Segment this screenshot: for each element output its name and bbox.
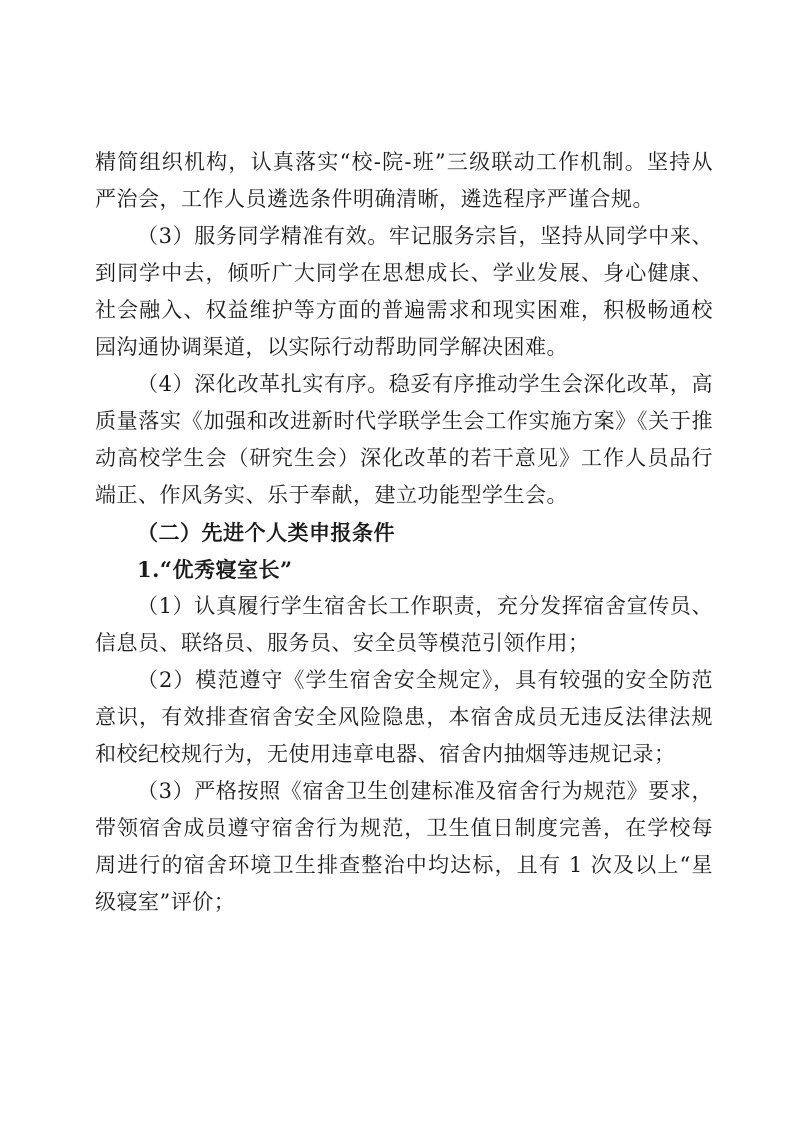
subsection-heading-excellent-dorm-leader: 1.“优秀寝室长”: [137, 557, 293, 582]
paragraph-item-4-reform: （4）深化改革扎实有序。稳妥有序推动学生会深化改革，高质量落实《加强和改进新时代学联学生会工作实施方案》《关于推动高校学生会（研究生会）深化改革的若干意见》工作人员品行端正、作风务实、乐于奉献，建立功能型学生会。: [95, 372, 713, 507]
paragraph-condition-2: （2）模范遵守《学生宿舍安全规定》，具有较强的安全防范意识，有效排查宿舍安全风险隐患，本宿舍成员无违反法律法规和校纪校规行为，无使用违章电器、宿舍内抽烟等违规记录；: [95, 668, 713, 766]
section-heading-advanced-individual: （二）先进个人类申报条件: [137, 520, 395, 545]
paragraph-condition-1: （1）认真履行学生宿舍长工作职责，充分发挥宿舍宣传员、信息员、联络员、服务员、安全员等模范引领作用；: [95, 594, 713, 655]
paragraph-continuation: 精简组织机构，认真落实“校-院-班”三级联动工作机制。坚持从严治会，工作人员遴选条件明确清晰，遴选程序严谨合规。: [95, 150, 713, 211]
paragraph-condition-3: （3）严格按照《宿舍卫生创建标准及宿舍行为规范》要求，带领宿舍成员遵守宿舍行为规范，卫生值日制度完善，在学校每周进行的宿舍环境卫生排查整治中均达标，且有 1 次及以上“星级寝室”评价；: [95, 779, 713, 914]
paragraph-item-3-service: （3）服务同学精准有效。牢记服务宗旨，坚持从同学中来、到同学中去，倾听广大同学在思想成长、学业发展、身心健康、社会融入、权益维护等方面的普遍需求和现实困难，积极畅通校园沟通协调渠道，以实际行动帮助同学解决困难。: [95, 224, 713, 359]
